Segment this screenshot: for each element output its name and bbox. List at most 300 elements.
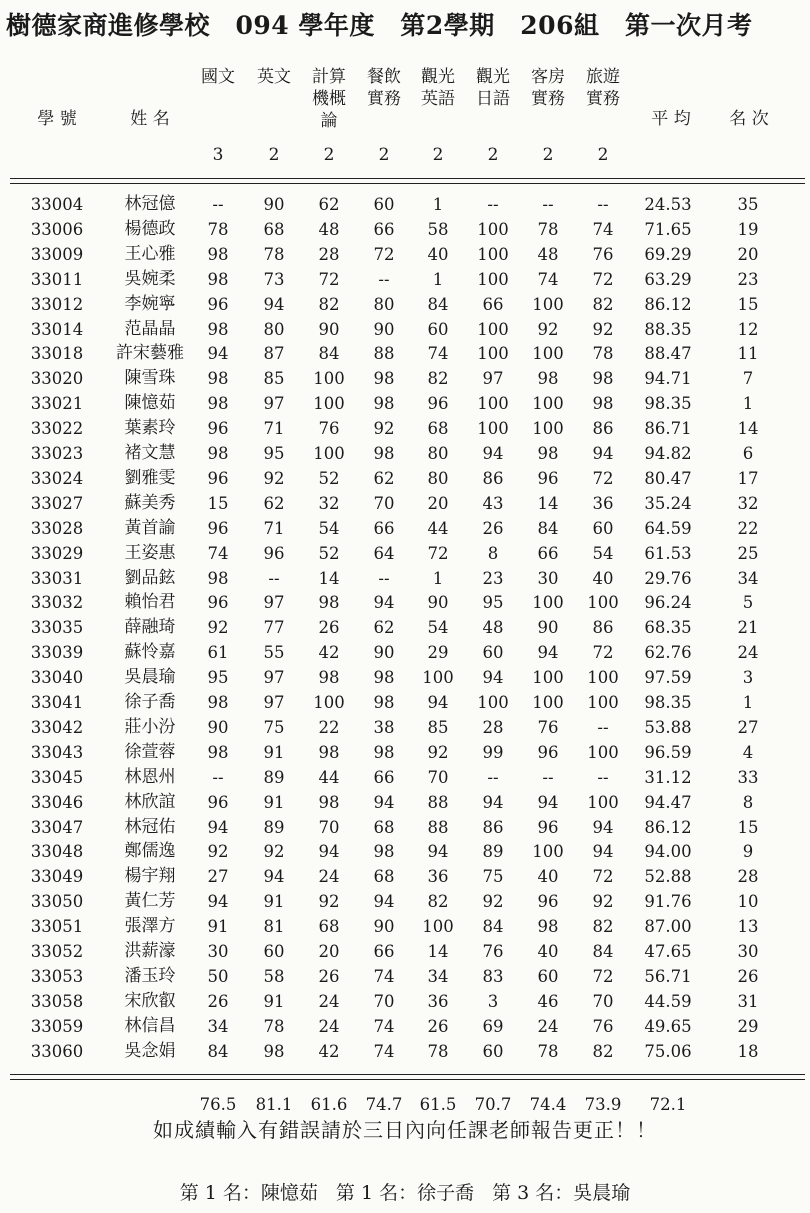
student-name-cell: 蘇美秀: [124, 492, 176, 513]
average-header: 平 均: [651, 109, 691, 129]
student-name-cell: 林信昌: [124, 1015, 176, 1036]
score-cell: 76: [482, 942, 504, 961]
subject-average-cell: 61.6: [310, 1095, 348, 1114]
score-cell: 78: [427, 1041, 449, 1061]
score-cell: 73: [263, 269, 285, 289]
score-cell: 94: [592, 444, 614, 463]
score-cell: 94: [318, 842, 340, 862]
score-cell: 54: [592, 543, 614, 563]
student-id-cell: 33053: [30, 966, 84, 986]
student-id-cell: 33006: [30, 219, 84, 239]
score-cell: 88: [427, 792, 449, 812]
score-cell: 24: [318, 867, 340, 887]
average-cell: 64.59: [644, 518, 692, 538]
score-cell: 64: [373, 543, 395, 563]
student-name-cell: 林冠億: [124, 194, 176, 214]
score-cell: 96: [207, 419, 229, 439]
score-cell: 100: [587, 742, 619, 762]
average-cell: 88.47: [644, 344, 692, 364]
rank-cell: 20: [737, 244, 759, 264]
score-cell: 1: [432, 195, 444, 214]
score-cell: 68: [263, 219, 285, 239]
average-cell: 94.71: [644, 369, 692, 389]
score-cell: 26: [318, 618, 340, 638]
score-cell: --: [212, 195, 224, 214]
score-cell: 98: [373, 668, 395, 688]
score-cell: 72: [592, 468, 614, 488]
student-id-cell: 33058: [30, 991, 84, 1011]
subject-weight: 2: [487, 145, 499, 165]
student-id-cell: 33014: [30, 319, 84, 339]
score-cell: 94: [482, 668, 504, 688]
student-name-cell: 林冠佑: [124, 816, 176, 837]
score-cell: 23: [482, 568, 504, 588]
score-cell: 78: [263, 244, 285, 264]
score-cell: 54: [427, 618, 449, 638]
subject-header: 英文: [257, 67, 291, 87]
score-cell: 60: [427, 319, 449, 339]
student-id-cell: 33046: [30, 792, 84, 812]
score-cell: 94: [427, 842, 449, 862]
rank-cell: 18: [737, 1041, 759, 1061]
score-cell: 40: [427, 244, 449, 264]
rank-cell: 29: [737, 1016, 759, 1036]
score-cell: 48: [537, 244, 559, 264]
student-id-cell: 33021: [30, 394, 84, 414]
score-cell: 62: [318, 195, 340, 214]
score-cell: 75: [482, 867, 504, 887]
score-cell: --: [378, 269, 390, 289]
rank-cell: 23: [737, 269, 759, 289]
average-cell: 35.24: [644, 493, 692, 513]
subject-weight: 3: [212, 145, 224, 165]
student-name-cell: 楊德政: [124, 218, 176, 239]
score-cell: 98: [263, 1041, 285, 1061]
rank-cell: 33: [737, 767, 759, 787]
rank-cell: 1: [742, 693, 754, 712]
score-cell: 72: [427, 543, 449, 563]
score-cell: 92: [592, 892, 614, 912]
student-id-cell: 33045: [30, 767, 84, 787]
score-cell: 92: [263, 842, 285, 862]
score-cell: 100: [477, 319, 509, 339]
score-cell: 26: [318, 966, 340, 986]
score-cell: 74: [373, 1016, 395, 1036]
rank-header: 名 次: [729, 109, 769, 129]
rank-cell: 3: [742, 668, 754, 688]
student-name-cell: 黃仁芳: [124, 891, 176, 912]
score-cell: 98: [318, 668, 340, 688]
student-name-cell: 張澤方: [124, 916, 176, 937]
score-cell: 98: [318, 742, 340, 762]
score-cell: 28: [482, 717, 504, 737]
score-cell: 98: [207, 319, 229, 339]
score-cell: 98: [537, 444, 559, 463]
score-cell: 48: [482, 618, 504, 638]
score-cell: 94: [373, 892, 395, 912]
average-cell: 47.65: [644, 942, 692, 961]
score-cell: 68: [427, 419, 449, 439]
score-cell: 100: [477, 269, 509, 289]
score-cell: --: [268, 568, 280, 588]
score-cell: 96: [537, 892, 559, 912]
score-cell: 85: [427, 717, 449, 737]
score-cell: 91: [263, 892, 285, 912]
score-cell: --: [487, 767, 499, 787]
score-cell: 98: [373, 444, 395, 463]
top-rank-item: 第 1 名：徐子喬: [335, 1182, 475, 1204]
rank-cell: 14: [737, 419, 759, 439]
score-cell: 66: [373, 767, 395, 787]
score-cell: 92: [318, 892, 340, 912]
student-name-cell: 王心雅: [124, 243, 176, 264]
score-cell: 98: [207, 444, 229, 463]
student-id-cell: 33009: [30, 244, 84, 264]
student-id-cell: 33039: [30, 643, 84, 663]
score-cell: 66: [373, 219, 395, 239]
rank-cell: 11: [737, 344, 759, 364]
score-cell: 94: [207, 344, 229, 364]
score-cell: 98: [373, 742, 395, 762]
score-cell: 96: [207, 792, 229, 812]
score-cell: 44: [427, 518, 449, 538]
score-cell: 98: [207, 394, 229, 414]
average-cell: 94.00: [644, 842, 692, 862]
score-cell: 26: [482, 518, 504, 538]
score-cell: 26: [207, 991, 229, 1011]
rank-cell: 35: [737, 195, 759, 214]
score-cell: 98: [373, 369, 395, 389]
student-name-cell: 林恩州: [124, 766, 176, 787]
student-name-cell: 劉雅雯: [124, 467, 176, 488]
student-name-cell: 賴怡君: [124, 592, 176, 613]
score-cell: 100: [532, 693, 564, 712]
score-cell: 100: [587, 593, 619, 613]
student-id-cell: 33028: [30, 518, 84, 538]
score-cell: 77: [263, 618, 285, 638]
score-cell: 94: [373, 792, 395, 812]
student-id-cell: 33059: [30, 1016, 84, 1036]
score-cell: 98: [207, 742, 229, 762]
score-cell: 100: [477, 344, 509, 364]
rank-cell: 32: [737, 493, 759, 513]
score-cell: 95: [263, 444, 285, 463]
top-rank-item: 第 1 名：陳憶茹: [179, 1182, 318, 1204]
score-cell: 84: [427, 294, 449, 314]
rank-cell: 10: [737, 892, 759, 912]
student-name-cell: 黃首諭: [124, 517, 176, 538]
student-id-cell: 33048: [30, 842, 84, 862]
score-cell: 46: [537, 991, 559, 1011]
score-cell: 100: [532, 593, 564, 613]
score-cell: 89: [263, 767, 285, 787]
score-cell: 66: [537, 543, 559, 563]
subject-header: 餐飲 實務: [367, 67, 401, 109]
subject-weight: 2: [323, 145, 335, 165]
rank-cell: 19: [737, 219, 759, 239]
footer-divider: [10, 1074, 805, 1075]
score-cell: 55: [263, 643, 285, 663]
score-cell: 60: [263, 942, 285, 961]
score-cell: 100: [422, 917, 454, 937]
score-cell: --: [542, 767, 554, 787]
score-cell: 69: [482, 1016, 504, 1036]
average-cell: 53.88: [644, 717, 692, 737]
rank-cell: 27: [737, 717, 759, 737]
student-id-cell: 33047: [30, 817, 84, 837]
score-cell: 94: [207, 817, 229, 837]
score-cell: 96: [207, 593, 229, 613]
student-name-cell: 王姿惠: [124, 542, 176, 563]
score-cell: 94: [537, 643, 559, 663]
score-cell: 86: [592, 419, 614, 439]
score-cell: 96: [537, 468, 559, 488]
student-id-cell: 33043: [30, 742, 84, 762]
score-cell: 76: [537, 717, 559, 737]
student-id-cell: 33035: [30, 618, 84, 638]
subject-average-cell: 70.7: [474, 1095, 512, 1114]
score-cell: 96: [207, 468, 229, 488]
score-cell: 70: [373, 991, 395, 1011]
score-cell: 34: [427, 966, 449, 986]
student-name-cell: 薛融琦: [124, 617, 176, 638]
student-id-cell: 33023: [30, 444, 84, 463]
score-cell: 72: [592, 867, 614, 887]
score-cell: --: [212, 767, 224, 787]
correction-notice: 如成績輸入有錯誤請於三日內向任課老師報告更正！！: [153, 1118, 657, 1142]
score-cell: --: [378, 568, 390, 588]
score-cell: 100: [313, 444, 345, 463]
score-cell: 82: [318, 294, 340, 314]
score-cell: 36: [427, 867, 449, 887]
score-cell: 82: [592, 917, 614, 937]
score-cell: 38: [373, 717, 395, 737]
score-cell: 98: [373, 693, 395, 712]
score-cell: 100: [532, 394, 564, 414]
score-cell: 92: [482, 892, 504, 912]
score-cell: 84: [537, 518, 559, 538]
student-name-cell: 陳雪珠: [124, 368, 176, 389]
subject-average-cell: 74.7: [365, 1095, 403, 1114]
score-cell: 84: [482, 917, 504, 937]
score-cell: 66: [373, 942, 395, 961]
score-cell: 20: [318, 942, 340, 961]
student-id-cell: 33040: [30, 668, 84, 688]
score-cell: 94: [263, 294, 285, 314]
score-cell: 70: [318, 817, 340, 837]
average-cell: 31.12: [644, 767, 692, 787]
score-cell: 26: [427, 1016, 449, 1036]
score-cell: 76: [318, 419, 340, 439]
score-cell: --: [597, 717, 609, 737]
score-cell: 61: [207, 643, 229, 663]
rank-cell: 15: [737, 817, 759, 837]
score-cell: 66: [482, 294, 504, 314]
student-name-cell: 莊小汾: [124, 716, 176, 737]
subject-header: 旅遊 實務: [586, 67, 620, 109]
score-cell: 100: [587, 668, 619, 688]
score-cell: 90: [373, 643, 395, 663]
student-name-cell: 范晶晶: [124, 318, 176, 339]
score-cell: 84: [318, 344, 340, 364]
score-cell: 88: [373, 344, 395, 364]
score-cell: 81: [263, 917, 285, 937]
score-cell: 100: [422, 668, 454, 688]
score-cell: 98: [207, 244, 229, 264]
average-cell: 71.65: [644, 219, 692, 239]
score-cell: 28: [318, 244, 340, 264]
score-cell: 100: [313, 693, 345, 712]
score-cell: 92: [592, 319, 614, 339]
average-cell: 86.12: [644, 817, 692, 837]
subject-header: 客房 實務: [531, 67, 565, 109]
score-cell: 62: [263, 493, 285, 513]
average-cell: 91.76: [644, 892, 692, 912]
score-cell: 91: [207, 917, 229, 937]
student-id-cell: 33049: [30, 867, 84, 887]
average-cell: 98.35: [644, 693, 692, 712]
score-cell: 91: [263, 742, 285, 762]
score-cell: 66: [373, 518, 395, 538]
score-cell: 50: [207, 966, 229, 986]
score-cell: 62: [373, 468, 395, 488]
score-cell: 14: [318, 568, 340, 588]
score-cell: 98: [537, 917, 559, 937]
rank-cell: 22: [737, 518, 759, 538]
student-id-cell: 33052: [30, 942, 84, 961]
student-name-cell: 洪薪濠: [124, 941, 176, 961]
rank-cell: 28: [737, 867, 759, 887]
score-cell: 100: [477, 244, 509, 264]
student-id-cell: 33051: [30, 917, 84, 937]
name-header: 姓 名: [130, 109, 170, 129]
score-cell: 100: [587, 792, 619, 812]
student-name-cell: 許宋藝雅: [116, 343, 184, 364]
score-cell: 100: [477, 419, 509, 439]
score-cell: 90: [318, 319, 340, 339]
score-cell: 100: [532, 842, 564, 862]
score-cell: 100: [587, 693, 619, 712]
score-cell: 89: [482, 842, 504, 862]
score-cell: 72: [373, 244, 395, 264]
score-cell: 60: [592, 518, 614, 538]
header-divider: [10, 183, 805, 184]
score-cell: 54: [318, 518, 340, 538]
score-cell: 94: [482, 444, 504, 463]
score-cell: 92: [207, 618, 229, 638]
score-cell: 98: [207, 568, 229, 588]
score-cell: 97: [263, 693, 285, 712]
score-cell: 68: [318, 917, 340, 937]
student-id-cell: 33029: [30, 543, 84, 563]
student-id-cell: 33011: [30, 269, 84, 289]
average-cell: 24.53: [644, 195, 692, 214]
rank-cell: 5: [742, 593, 754, 613]
subject-average-cell: 81.1: [255, 1095, 293, 1114]
student-id-cell: 33027: [30, 493, 84, 513]
score-cell: 15: [207, 493, 229, 513]
rank-cell: 13: [737, 917, 759, 937]
student-name-cell: 鄭儒逸: [124, 841, 176, 862]
student-id-cell: 33024: [30, 468, 84, 488]
student-id-header: 學 號: [37, 109, 77, 129]
score-cell: 92: [373, 419, 395, 439]
score-cell: 34: [207, 1016, 229, 1036]
score-cell: 90: [263, 195, 285, 214]
score-cell: 82: [427, 369, 449, 389]
header-divider: [10, 178, 805, 179]
score-cell: 98: [592, 369, 614, 389]
score-cell: 98: [318, 593, 340, 613]
score-cell: 60: [537, 966, 559, 986]
score-cell: 58: [263, 966, 285, 986]
student-id-cell: 33050: [30, 892, 84, 912]
student-id-cell: 33060: [30, 1041, 84, 1061]
score-cell: 74: [207, 543, 229, 563]
score-cell: 94: [592, 817, 614, 837]
score-cell: 78: [592, 344, 614, 364]
average-cell: 88.35: [644, 319, 692, 339]
score-cell: 72: [592, 643, 614, 663]
score-cell: 82: [427, 892, 449, 912]
subject-header: 觀光 英語: [421, 67, 455, 109]
score-cell: 98: [537, 369, 559, 389]
score-cell: 80: [427, 468, 449, 488]
score-cell: 97: [482, 369, 504, 389]
rank-cell: 7: [742, 369, 754, 389]
score-cell: 60: [482, 643, 504, 663]
score-cell: 74: [373, 1041, 395, 1061]
score-cell: 1: [432, 269, 444, 289]
score-cell: 48: [318, 219, 340, 239]
score-cell: --: [597, 195, 609, 214]
score-cell: 90: [373, 917, 395, 937]
student-id-cell: 33018: [30, 344, 84, 364]
score-cell: --: [597, 767, 609, 787]
subject-header: 計算 機概 論: [312, 67, 346, 131]
subject-average-cell: 76.5: [199, 1095, 237, 1114]
rank-cell: 9: [742, 842, 754, 862]
student-name-cell: 褚文慧: [124, 443, 176, 463]
average-cell: 61.53: [644, 543, 692, 563]
score-cell: 90: [207, 717, 229, 737]
average-cell: 52.88: [644, 867, 692, 887]
score-cell: 58: [427, 219, 449, 239]
student-name-cell: 蘇怜嘉: [124, 642, 176, 663]
score-cell: 85: [263, 369, 285, 389]
student-name-cell: 宋欣叡: [124, 990, 176, 1011]
score-cell: 100: [532, 294, 564, 314]
rank-cell: 34: [737, 568, 759, 588]
score-cell: 30: [207, 942, 229, 961]
score-cell: 94: [427, 693, 449, 712]
score-cell: 74: [427, 344, 449, 364]
score-cell: 52: [318, 543, 340, 563]
rank-cell: 1: [742, 394, 754, 414]
subject-header: 觀光 日語: [476, 67, 510, 109]
average-cell: 96.24: [644, 593, 692, 613]
subject-average-cell: 73.9: [584, 1095, 622, 1114]
score-cell: 20: [427, 493, 449, 513]
student-name-cell: 吳念娟: [124, 1040, 176, 1061]
score-cell: 83: [482, 966, 504, 986]
score-cell: 70: [373, 493, 395, 513]
score-cell: 90: [537, 618, 559, 638]
score-cell: 74: [373, 966, 395, 986]
score-cell: 62: [373, 618, 395, 638]
student-name-cell: 劉品鉉: [124, 567, 176, 588]
score-cell: 70: [592, 991, 614, 1011]
